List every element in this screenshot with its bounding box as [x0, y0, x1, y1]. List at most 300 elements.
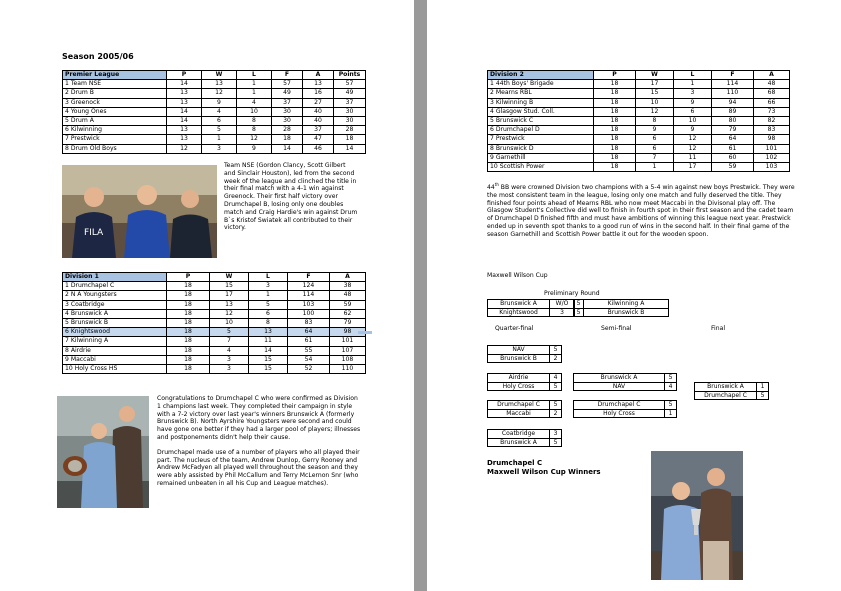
stat-cell: 5 — [249, 300, 288, 309]
bracket-row — [695, 383, 769, 392]
stat-cell: 10 — [636, 98, 674, 107]
team-score: 1 — [757, 383, 769, 392]
column-header: P — [594, 71, 636, 80]
stat-cell: 100 — [288, 309, 330, 318]
stat-cell: 48 — [330, 291, 366, 300]
table-row — [63, 89, 366, 98]
stat-cell: 18 — [594, 162, 636, 171]
stat-cell: 57 — [272, 80, 303, 89]
stat-cell: 83 — [288, 318, 330, 327]
stat-cell: 18 — [167, 300, 210, 309]
column-header: L — [237, 71, 272, 80]
stat-cell: 13 — [210, 300, 249, 309]
table-row — [63, 318, 366, 327]
stat-cell: 15 — [210, 282, 249, 291]
team-name-cell: 3 Coatbridge — [63, 300, 167, 309]
stat-cell: 17 — [674, 162, 712, 171]
stat-cell: 38 — [330, 282, 366, 291]
bracket-row — [488, 374, 562, 383]
column-header: Premier League — [63, 71, 167, 80]
column-header: W — [636, 71, 674, 80]
stat-cell: 1 — [249, 291, 288, 300]
stat-cell: 12 — [202, 89, 237, 98]
stat-cell: 6 — [202, 116, 237, 125]
table-row — [63, 337, 366, 346]
left-page — [0, 0, 414, 591]
team-name-cell: 8 Brunswick D — [488, 144, 594, 153]
stat-cell: 13 — [303, 80, 334, 89]
team-score: 4 — [665, 382, 677, 391]
column-header: A — [754, 71, 790, 80]
team-name-cell: 4 Brunswick A — [63, 309, 167, 318]
season-title: Season 2005/06 — [62, 52, 134, 61]
team-name: Holy Cross — [574, 409, 665, 418]
stat-cell: 1 — [636, 162, 674, 171]
team-name: Brunswick A — [574, 374, 665, 383]
table-row — [488, 126, 790, 135]
division-2-report-ordinal: 44 — [487, 184, 495, 192]
bracket-row — [488, 430, 562, 439]
stat-cell: 28 — [334, 126, 366, 135]
stat-cell: 55 — [288, 346, 330, 355]
team-nse-photo — [62, 165, 217, 258]
stat-cell: 57 — [334, 80, 366, 89]
bracket-row — [488, 308, 575, 317]
team-name: Brunswick A — [695, 383, 757, 392]
stat-cell: 103 — [754, 162, 790, 171]
team-name-cell: 4 Young Ones — [63, 107, 167, 116]
team-name: Kilwinning A — [584, 300, 669, 309]
table-row — [63, 346, 366, 355]
stat-cell: 12 — [167, 144, 202, 153]
bracket-row — [574, 401, 677, 410]
stat-cell: 13 — [167, 98, 202, 107]
preliminary-left — [487, 299, 575, 317]
team-name: Maccabi — [488, 409, 550, 418]
team-name-cell: 3 Greenock — [63, 98, 167, 107]
stat-cell: 18 — [167, 355, 210, 364]
stat-cell: 80 — [712, 116, 754, 125]
stat-cell: 17 — [636, 80, 674, 89]
semi-final-2 — [573, 400, 677, 418]
stat-cell: 12 — [237, 135, 272, 144]
team-score: 5 — [550, 401, 562, 410]
division-2-table — [487, 70, 790, 172]
team-name-cell: 8 Airdrie — [63, 346, 167, 355]
stat-cell: 101 — [330, 337, 366, 346]
stat-cell: 14 — [167, 107, 202, 116]
stat-cell: 66 — [754, 98, 790, 107]
team-name-cell: 3 Kilwinning B — [488, 98, 594, 107]
table-header-row — [63, 71, 366, 80]
stat-cell: 6 — [636, 144, 674, 153]
premier-league-table — [62, 70, 366, 154]
team-score: 4 — [550, 374, 562, 383]
table-row — [488, 98, 790, 107]
stat-cell: 4 — [202, 107, 237, 116]
stat-cell: 18 — [167, 364, 210, 373]
stat-cell: 4 — [210, 346, 249, 355]
stat-cell: 15 — [249, 364, 288, 373]
table-header-row — [488, 71, 790, 80]
stat-cell: 13 — [167, 135, 202, 144]
stat-cell: 9 — [202, 98, 237, 107]
column-header: Division 2 — [488, 71, 594, 80]
team-name-cell: 7 Kilwinning A — [63, 337, 167, 346]
stat-cell: 59 — [712, 162, 754, 171]
svg-text:FILA: FILA — [84, 228, 104, 238]
table-row — [63, 80, 366, 89]
stat-cell: 47 — [303, 135, 334, 144]
stat-cell: 64 — [288, 328, 330, 337]
stat-cell: 13 — [167, 126, 202, 135]
quarter-final-2 — [487, 373, 562, 391]
stat-cell: 110 — [712, 89, 754, 98]
table-row — [63, 355, 366, 364]
stat-cell: 8 — [237, 126, 272, 135]
stat-cell: 73 — [754, 107, 790, 116]
stat-cell: 82 — [754, 116, 790, 125]
team-name: NAV — [488, 346, 550, 355]
stat-cell: 12 — [674, 144, 712, 153]
cup-winner-team: Drumchapel C — [487, 459, 543, 467]
division-1-table — [62, 272, 366, 374]
stat-cell: 110 — [330, 364, 366, 373]
preliminary-right — [573, 299, 669, 317]
stat-cell: 1 — [202, 135, 237, 144]
team-score: 1 — [665, 409, 677, 418]
stat-cell: 18 — [594, 144, 636, 153]
stat-cell: 61 — [288, 337, 330, 346]
division-1-report-para-2: Drumchapel made use of a number of players who all played their part. The nucleus of the team, Andrew Dunlop, Gerry Rooney and Andrew McFadyen all played well throughout the season and they were ably assisted by Phil McCallum and Terry McLernon Snr (who remained unbeaten in all his Cup and League matches). — [157, 448, 360, 487]
team-name-cell: 4 Glasgow Stud. Coll. — [488, 107, 594, 116]
stat-cell: 18 — [167, 282, 210, 291]
stat-cell: 13 — [202, 80, 237, 89]
team-name-cell: 9 Garnethill — [488, 153, 594, 162]
stat-cell: 12 — [636, 107, 674, 116]
team-name-cell: 6 Drumchapel D — [488, 126, 594, 135]
bracket-row — [574, 409, 677, 418]
stat-cell: 18 — [594, 135, 636, 144]
team-score: 2 — [550, 409, 562, 418]
stat-cell: 18 — [272, 135, 303, 144]
stat-cell: 28 — [272, 126, 303, 135]
team-score: 5 — [665, 401, 677, 410]
table-row — [63, 107, 366, 116]
stat-cell: 18 — [594, 89, 636, 98]
table-row — [63, 126, 366, 135]
team-name-cell: 7 Prestwick — [488, 135, 594, 144]
stat-cell: 3 — [210, 364, 249, 373]
bracket-row — [574, 382, 677, 391]
semi-final-label: Semi-final — [601, 325, 632, 332]
table-row — [63, 328, 366, 337]
bracket-row — [574, 374, 677, 383]
team-name-cell: 2 Drum B — [63, 89, 167, 98]
stat-cell: 37 — [272, 98, 303, 107]
stat-cell: 5 — [210, 328, 249, 337]
column-header: A — [330, 273, 366, 282]
stat-cell: 89 — [712, 107, 754, 116]
stat-cell: 12 — [210, 309, 249, 318]
team-score: 5 — [550, 346, 562, 355]
division-1-report — [157, 395, 363, 495]
team-name: Brunswick A — [488, 300, 550, 309]
team-name-cell: 7 Prestwick — [63, 135, 167, 144]
stat-cell: 10 — [674, 116, 712, 125]
stat-cell: 102 — [754, 153, 790, 162]
table-row — [488, 116, 790, 125]
bracket-row — [574, 308, 669, 317]
table-row — [488, 135, 790, 144]
preliminary-round-label: Preliminary Round — [544, 290, 600, 297]
team-name-cell: 2 Mearns RBL — [488, 89, 594, 98]
stat-cell: 62 — [330, 309, 366, 318]
stat-cell: 94 — [712, 98, 754, 107]
stat-cell: 1 — [237, 80, 272, 89]
stat-cell: 13 — [167, 89, 202, 98]
bracket-row — [574, 300, 669, 309]
stat-cell: 18 — [594, 153, 636, 162]
bracket-row — [488, 409, 562, 418]
team-name: Brunswick B — [584, 308, 669, 317]
stat-cell: 8 — [636, 116, 674, 125]
quarter-final-label: Quarter-final — [495, 325, 534, 332]
stat-cell: 30 — [334, 107, 366, 116]
stat-cell: 3 — [210, 355, 249, 364]
stat-cell: 14 — [167, 80, 202, 89]
column-header: L — [249, 273, 288, 282]
stat-cell: 11 — [674, 153, 712, 162]
stat-cell: 13 — [249, 328, 288, 337]
team-score: 5 — [574, 308, 584, 317]
stat-cell: 16 — [303, 89, 334, 98]
stat-cell: 52 — [288, 364, 330, 373]
team-name-cell: 10 Scottish Power — [488, 162, 594, 171]
bracket-row — [488, 354, 562, 363]
team-name: Brunswick B — [488, 354, 550, 363]
column-header: P — [167, 273, 210, 282]
stat-cell: 6 — [249, 309, 288, 318]
stat-cell: 49 — [272, 89, 303, 98]
stat-cell: 64 — [712, 135, 754, 144]
table-row — [488, 153, 790, 162]
stat-cell: 14 — [272, 144, 303, 153]
table-row — [63, 144, 366, 153]
final-label: Final — [711, 325, 726, 332]
team-score: 5 — [550, 382, 562, 391]
stat-cell: 14 — [334, 144, 366, 153]
table-row — [63, 116, 366, 125]
stat-cell: 60 — [712, 153, 754, 162]
team-name-cell: 1 Team NSE — [63, 80, 167, 89]
team-score: 3 — [550, 430, 562, 439]
stat-cell: 68 — [754, 89, 790, 98]
team-score: 5 — [665, 374, 677, 383]
team-name-cell: 1 44th Boys' Brigade — [488, 80, 594, 89]
table-row — [488, 107, 790, 116]
stat-cell: 14 — [249, 346, 288, 355]
stat-cell: 7 — [210, 337, 249, 346]
stat-cell: 61 — [712, 144, 754, 153]
bracket-row — [488, 382, 562, 391]
stat-cell: 17 — [210, 291, 249, 300]
table-row — [63, 291, 366, 300]
stat-cell: 37 — [334, 98, 366, 107]
stat-cell: 107 — [330, 346, 366, 355]
stat-cell: 30 — [272, 116, 303, 125]
table-row — [488, 89, 790, 98]
bracket-row — [488, 346, 562, 355]
cup-winner-caption: Maxwell Wilson Cup Winners — [487, 468, 601, 476]
team-name: NAV — [574, 382, 665, 391]
team-name: Drumchapel C — [574, 401, 665, 410]
cup-winners-photo — [651, 451, 743, 580]
stat-cell: 10 — [237, 107, 272, 116]
stat-cell: 18 — [594, 80, 636, 89]
stat-cell: 18 — [334, 135, 366, 144]
stat-cell: 9 — [674, 98, 712, 107]
column-header: F — [272, 71, 303, 80]
team-name: Knightswood — [488, 308, 550, 317]
stat-cell: 124 — [288, 282, 330, 291]
stat-cell: 54 — [288, 355, 330, 364]
table-row — [63, 364, 366, 373]
stat-cell: 18 — [167, 318, 210, 327]
column-header: F — [288, 273, 330, 282]
stat-cell: 98 — [330, 328, 366, 337]
final-match — [694, 382, 769, 400]
stat-cell: 11 — [249, 337, 288, 346]
team-name-cell: 10 Holy Cross HS — [63, 364, 167, 373]
stat-cell: 10 — [210, 318, 249, 327]
stat-cell: 18 — [167, 328, 210, 337]
cup-title: Maxwell Wilson Cup — [487, 272, 548, 279]
right-page — [427, 0, 841, 591]
team-score: 2 — [550, 354, 562, 363]
stat-cell: 15 — [249, 355, 288, 364]
stat-cell: 40 — [303, 107, 334, 116]
stat-cell: 3 — [202, 144, 237, 153]
quarter-final-1 — [487, 345, 562, 363]
ordinal-suffix: th — [494, 182, 499, 187]
team-name: Brunswick A — [488, 438, 550, 447]
stat-cell: 30 — [272, 107, 303, 116]
team-name-cell: 6 Knightswood — [63, 328, 167, 337]
stat-cell: 18 — [594, 126, 636, 135]
stat-cell: 18 — [594, 98, 636, 107]
stat-cell: 3 — [249, 282, 288, 291]
bracket-row — [488, 438, 562, 447]
table-row — [63, 309, 366, 318]
team-name: Airdrie — [488, 374, 550, 383]
stat-cell: 101 — [754, 144, 790, 153]
column-header: F — [712, 71, 754, 80]
stat-cell: 18 — [167, 337, 210, 346]
stat-cell: 8 — [237, 116, 272, 125]
team-name-cell: 8 Drum Old Boys — [63, 144, 167, 153]
premier-league-report: Team NSE (Gordon Clancy, Scott Gilbert and Sinclair Houston), led from the second week of the league and clinched the title in their final match with a 4-1 win against Greenock. Their first half victory over Drumchapel B, losing only one doubles match and Craig Hardie's win against Drum B`s Kristof Swiatek all contributed to their victory. — [224, 162, 358, 232]
stat-cell: 49 — [334, 89, 366, 98]
division-2-report — [487, 181, 797, 239]
stat-cell: 108 — [330, 355, 366, 364]
stat-cell: 18 — [594, 116, 636, 125]
quarter-final-4 — [487, 429, 562, 447]
team-name-cell: 6 Kilwinning — [63, 126, 167, 135]
stat-cell: 37 — [303, 126, 334, 135]
stat-cell: 18 — [167, 291, 210, 300]
team-name: Drumchapel C — [488, 401, 550, 410]
table-row — [63, 282, 366, 291]
table-row — [63, 98, 366, 107]
stat-cell: 12 — [674, 135, 712, 144]
column-header: P — [167, 71, 202, 80]
team-score: 3 — [550, 308, 575, 317]
stat-cell: 114 — [288, 291, 330, 300]
table-row — [488, 144, 790, 153]
team-name: Coatbridge — [488, 430, 550, 439]
stat-cell: 103 — [288, 300, 330, 309]
team-name: Holy Cross — [488, 382, 550, 391]
semi-final-1 — [573, 373, 677, 391]
stat-cell: 27 — [303, 98, 334, 107]
stat-cell: 18 — [167, 346, 210, 355]
team-name: Drumchapel C — [695, 391, 757, 400]
table-row — [63, 135, 366, 144]
column-header: W — [202, 71, 237, 80]
column-header: W — [210, 273, 249, 282]
stat-cell: 83 — [754, 126, 790, 135]
stat-cell: 79 — [330, 318, 366, 327]
team-name-cell: 1 Drumchapel C — [63, 282, 167, 291]
stat-cell: 4 — [237, 98, 272, 107]
division-1-report-para-1: Congratulations to Drumchapel C who were confirmed as Division 1 champions last week. They completed their campaign in style with a 7-2 victory over last year's winners Brunswick A (formerly Brunswick B). North Ayrshire Youngsters were second and could have gone one better if they had a larger pool of players; illnesses and postponements didn't help their cause. — [157, 395, 361, 441]
stat-cell: 79 — [712, 126, 754, 135]
stat-cell: 59 — [330, 300, 366, 309]
team-name-cell: 5 Drum A — [63, 116, 167, 125]
stat-cell: 18 — [594, 107, 636, 116]
table-row — [488, 80, 790, 89]
table-row — [63, 300, 366, 309]
stat-cell: 5 — [202, 126, 237, 135]
stat-cell: 46 — [303, 144, 334, 153]
team-score: 5 — [574, 300, 584, 309]
stat-cell: 114 — [712, 80, 754, 89]
stat-cell: 6 — [674, 107, 712, 116]
stat-cell: 18 — [167, 309, 210, 318]
table-row — [488, 162, 790, 171]
stat-cell: 15 — [636, 89, 674, 98]
team-name-cell: 2 N A Youngsters — [63, 291, 167, 300]
stat-cell: 6 — [636, 135, 674, 144]
stat-cell: 7 — [636, 153, 674, 162]
bracket-row — [488, 401, 562, 410]
stat-cell: 9 — [636, 126, 674, 135]
table-header-row — [63, 273, 366, 282]
stat-cell: 1 — [674, 80, 712, 89]
column-header: Division 1 — [63, 273, 167, 282]
division-2-report-body: BB were crowned Division two champions with a 5-4 win against new boys Prestwick. They were the most consistent team in the league, losing only one match and fully deserved the title. They finished four points ahead of Mearns RBL who now meet Maccabi in the Divisonal play off. The Glasgow Student's Collective did well to finish in fourth spot in their first season and the cadet team of Drumchapel D finished fifth and must have ambitions of winning this league next year. Prestwick ended up in seventh spot thanks to a good run of wins in the second half. In their final game of the season Garnethill and Scottish Power battle it out for the wooden spoon. — [487, 184, 795, 238]
team-name-cell: 5 Brunswick C — [488, 116, 594, 125]
selection-marker — [358, 331, 372, 334]
stat-cell: 48 — [754, 80, 790, 89]
team-score: W/O — [550, 300, 575, 309]
drumchapel-c-photo — [57, 396, 149, 508]
team-name-cell: 9 Maccabi — [63, 355, 167, 364]
stat-cell: 8 — [249, 318, 288, 327]
stat-cell: 9 — [237, 144, 272, 153]
stat-cell: 30 — [334, 116, 366, 125]
